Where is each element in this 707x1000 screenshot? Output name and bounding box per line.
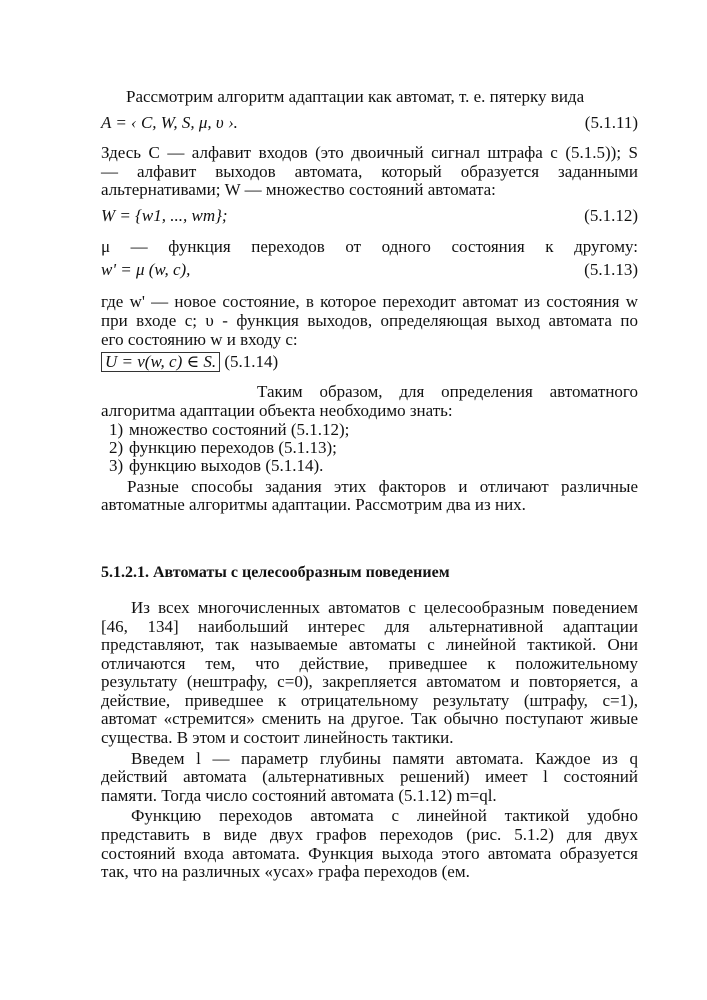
equation-number: (5.1.14) bbox=[224, 352, 279, 371]
paragraph-line: состояний входа автомата. Функция выхода этого автомата образуется bbox=[101, 844, 638, 863]
paragraph-line: так, что на различных «усах» графа переходов (ем. bbox=[101, 862, 470, 881]
equation-5-1-11: A = ‹ C, W, S, μ, υ ›. (5.1.11) bbox=[101, 113, 638, 132]
paragraph-line: автомат «стремится» сменить на другое. Так обычно поступают живые bbox=[101, 709, 638, 728]
paragraph-line: где w' — новое состояние, в которое переходит автомат из состояния w bbox=[101, 292, 638, 311]
equation-number: (5.1.12) bbox=[584, 206, 638, 225]
paragraph-line: автоматные алгоритмы адаптации. Рассмотрим два из них. bbox=[101, 495, 526, 514]
paragraph-line: [46, 134] наибольший интерес для альтернативной адаптации bbox=[101, 617, 638, 636]
paragraph-line: Из всех многочисленных автоматов с целесообразным поведением bbox=[131, 598, 638, 617]
list-item: 3) функцию выходов (5.1.14). bbox=[109, 456, 324, 475]
boxed-formula: U = ν(w, c) ∈ S. bbox=[101, 352, 220, 372]
paragraph-line: памяти. Тогда число состояний автомата (5.1.12) m=ql. bbox=[101, 786, 497, 805]
equation-5-1-14 bbox=[101, 352, 638, 372]
paragraph-line: Таким образом, для определения автоматного bbox=[257, 382, 638, 401]
paragraph-line: представляют, так называемые автоматы с линейной тактикой. Они bbox=[101, 635, 638, 654]
equation-number: (5.1.11) bbox=[584, 113, 638, 132]
equation-number: (5.1.13) bbox=[584, 260, 638, 279]
paragraph-line: альтернативами; W — множество состояний автомата: bbox=[101, 180, 496, 199]
section-heading: 5.1.2.1. Автоматы с целесообразным поведением bbox=[101, 564, 450, 581]
paragraph-line: действие, приведшее к отрицательному результату (штрафу, c=1), bbox=[101, 691, 638, 710]
paragraph-line: Функцию переходов автомата с линейной тактикой удобно bbox=[131, 806, 638, 825]
paragraph-line: его состоянию w и входу c: bbox=[101, 330, 298, 349]
paragraph-line: μ — функция переходов от одного состояния к другому: bbox=[101, 237, 638, 256]
paragraph-line: Введем l — параметр глубины памяти автомата. Каждое из q bbox=[131, 749, 638, 768]
list-item: 1) множество состояний (5.1.12); bbox=[109, 420, 350, 439]
paragraph-line: Здесь C — алфавит входов (это двоичный сигнал штрафа c (5.1.5)); S bbox=[101, 143, 638, 162]
paragraph-line: результату (нештрафу, c=0), закрепляется автоматом и повторяется, а bbox=[101, 672, 638, 691]
equation-5-1-12: W = {w1, ..., wm}; (5.1.12) bbox=[101, 206, 638, 225]
paragraph-line: — алфавит выходов автомата, который образуется заданными bbox=[101, 162, 638, 181]
list-item: 2) функцию переходов (5.1.13); bbox=[109, 438, 337, 457]
paragraph-line: алгоритма адаптации объекта необходимо знать: bbox=[101, 401, 453, 420]
paragraph-line: представить в виде двух графов переходов (рис. 5.1.2) для двух bbox=[101, 825, 638, 844]
paragraph-line: при входе c; υ - функция выходов, определяющая выход автомата по bbox=[101, 311, 638, 330]
paragraph-line: существа. В этом и состоит линейность тактики. bbox=[101, 728, 454, 747]
paragraph-line: действий автомата (альтернативных решений) имеет l состояний bbox=[101, 767, 638, 786]
equation-5-1-13: w' = μ (w, c), (5.1.13) bbox=[101, 260, 638, 279]
paragraph-line: отличаются тем, что действие, приведшее к положительному bbox=[101, 654, 638, 673]
paragraph-line: Разные способы задания этих факторов и отличают различные bbox=[127, 477, 638, 496]
intro-line: Рассмотрим алгоритм адаптации как автомат, т. е. пятерку вида bbox=[126, 87, 585, 106]
